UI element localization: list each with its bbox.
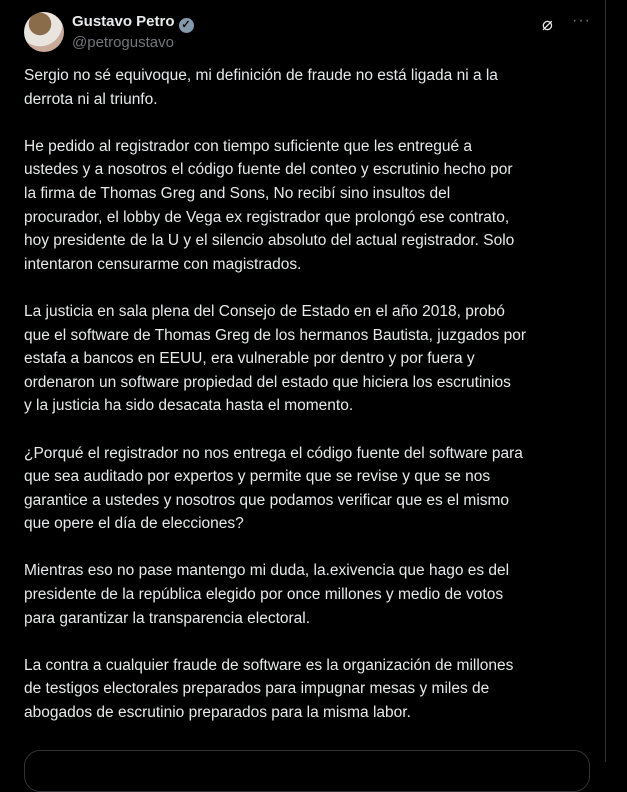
tweet-line: ordenaron un software propiedad del estado que hiciera los escrutinios [24,373,511,391]
avatar[interactable] [24,12,64,52]
tweet-line: la firma de Thomas Greg and Sons, No recibí sino insultos del [24,184,451,202]
tweet-paragraph [24,442,604,536]
tweet-line: La justicia en sala plena del Consejo de Estado en el año 2018, probó [24,302,505,320]
tweet-line: y la justicia ha sido desacata hasta el momento. [24,397,354,415]
tweet-line: ustedes y a nosotros el código fuente del conteo y escrutinio hecho por [24,161,513,179]
tweet-paragraph [24,654,604,725]
tweet-paragraph [24,559,604,630]
tweet-paragraph [24,135,604,277]
tweet-line: Mientras eso no pase mantengo mi duda, la.exivencia que hago es del [24,562,510,580]
tweet-line: Sergio no sé equivoque, mi definición de fraude no está ligada ni a la [24,67,498,84]
grok-icon[interactable]: ⌀ [542,14,553,34]
tweet-line: presidente de la república elegido por once millones y medio de votos [24,586,504,604]
tweet-line: ¿Porqué el registrador no nos entrega el código fuente del software para [24,444,523,462]
tweet-line: estafa a bancos en EEUU, era vulnerable por dentro y por fuera y [24,350,475,368]
tweet-paragraph [24,64,604,111]
author-name[interactable]: Gustavo Petro [72,13,175,30]
quoted-card[interactable] [24,750,590,792]
tweet-line: garantice a ustedes y nosotros que podamos verificar que es el mismo [24,491,510,509]
tweet-line: de testigos electorales preparados para impugnar mesas y miles de [24,680,490,698]
tweet-line: He pedido al registrador con tiempo suficiente que les entregué a [24,137,473,155]
author-name-row[interactable] [72,13,194,33]
verified-badge-icon: ✓ [179,18,194,33]
tweet-line: que el software de Thomas Greg de los hermanos Bautista, juzgados por [24,326,527,344]
tweet-line: que sea auditado por expertos y permite que se revise y que se nos [24,468,491,486]
tweet-line: derrota ni al triunfo. [24,90,158,108]
tweet-line: La contra a cualquier fraude de software es la organización de millones [24,656,514,674]
column-divider [605,0,606,762]
more-icon[interactable]: ··· [572,12,591,29]
tweet-line: para garantizar la transparencia electoral. [24,609,311,627]
tweet-line: intentaron censurarme con magistrados. [24,255,302,273]
tweet-text [24,64,604,748]
tweet-line: abogados de escrutinio preparados para la misma labor. [24,704,411,722]
tweet-paragraph [24,300,604,418]
tweet-line: que opere el día de elecciones? [24,515,244,533]
author-handle[interactable]: @petrogustavo [72,34,174,51]
tweet-line: procurador, el lobby de Vega ex registrador que prolongó ese contrato, [24,208,510,226]
tweet-line: hoy presidente de la U y el silencio absoluto del actual registrador. Solo [24,232,515,250]
